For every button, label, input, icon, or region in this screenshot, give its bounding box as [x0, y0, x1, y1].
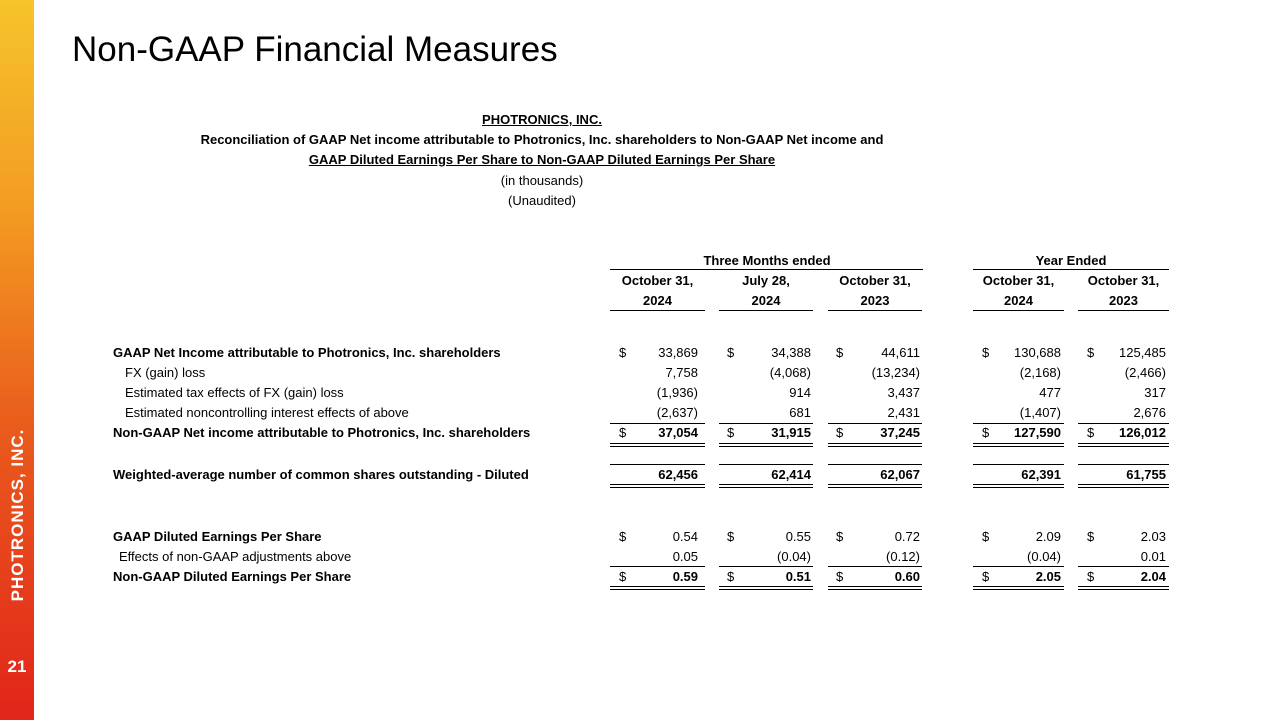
row-label: Non-GAAP Net income attributable to Photronics, Inc. shareholders	[113, 425, 531, 440]
column-header-date: October 31,	[982, 273, 1055, 288]
table-cell: 2.03	[1140, 529, 1166, 544]
currency-symbol: $	[982, 425, 990, 440]
currency-symbol: $	[727, 569, 735, 584]
table-cell: 33,869	[658, 345, 698, 360]
table-cell: 2,676	[1133, 405, 1166, 420]
row-label: Weighted-average number of common shares outstanding - Diluted	[113, 467, 529, 482]
group-header-rule	[610, 269, 923, 270]
table-cell: (1,407)	[1019, 405, 1061, 420]
column-header-rule	[1078, 310, 1169, 311]
column-header-rule	[719, 310, 813, 311]
row-label: GAAP Diluted Earnings Per Share	[113, 529, 322, 544]
table-cell: (0.04)	[1027, 549, 1061, 564]
column-header-year: 2023	[860, 293, 890, 308]
table-cell: 0.60	[894, 569, 920, 584]
report-subtitle-1: Reconciliation of GAAP Net income attributable to Photronics, Inc. shareholders to Non-GAAP Net income and	[200, 132, 884, 147]
subtotal-rule	[1078, 566, 1169, 567]
row-label: FX (gain) loss	[125, 365, 206, 380]
total-double-rule	[973, 443, 1064, 447]
group-header-rule	[973, 269, 1169, 270]
table-cell: 0.55	[785, 529, 811, 544]
table-cell: 681	[789, 405, 811, 420]
report-subtitle-2: GAAP Diluted Earnings Per Share to Non-GAAP Diluted Earnings Per Share	[308, 152, 776, 167]
currency-symbol: $	[836, 569, 844, 584]
row-label: Estimated tax effects of FX (gain) loss	[125, 385, 344, 400]
table-cell: 0.54	[672, 529, 698, 544]
brand-name: PHOTRONICS, INC.	[8, 428, 27, 602]
total-double-rule	[828, 484, 922, 488]
table-cell: 37,245	[880, 425, 920, 440]
table-cell: 34,388	[771, 345, 811, 360]
total-rule	[1078, 464, 1169, 465]
table-cell: 317	[1144, 385, 1166, 400]
total-double-rule	[1078, 484, 1169, 488]
report-units: (in thousands)	[500, 173, 584, 188]
row-label: Non-GAAP Diluted Earnings Per Share	[113, 569, 352, 584]
table-cell: 37,054	[658, 425, 698, 440]
total-double-rule	[610, 586, 705, 590]
currency-symbol: $	[1087, 569, 1095, 584]
table-cell: (13,234)	[871, 365, 920, 380]
currency-symbol: $	[1087, 425, 1095, 440]
subtotal-rule	[610, 423, 705, 424]
table-cell: 3,437	[887, 385, 920, 400]
table-cell: 477	[1039, 385, 1061, 400]
table-cell: 126,012	[1119, 425, 1166, 440]
currency-symbol: $	[727, 529, 735, 544]
table-cell: 62,414	[771, 467, 811, 482]
table-cell: 0.72	[894, 529, 920, 544]
currency-symbol: $	[1087, 345, 1095, 360]
currency-symbol: $	[619, 569, 627, 584]
currency-symbol: $	[982, 345, 990, 360]
table-cell: 0.01	[1140, 549, 1166, 564]
subtotal-rule	[1078, 423, 1169, 424]
total-double-rule	[719, 443, 813, 447]
report-unaudited: (Unaudited)	[508, 193, 576, 208]
currency-symbol: $	[727, 345, 735, 360]
table-cell: 2,431	[887, 405, 920, 420]
total-rule	[610, 464, 705, 465]
column-header-date: October 31,	[839, 273, 911, 288]
brand-sidebar	[0, 0, 34, 720]
table-cell: 2.04	[1140, 569, 1166, 584]
table-cell: (4,068)	[769, 365, 811, 380]
currency-symbol: $	[619, 345, 627, 360]
group-header-year: Year Ended	[1035, 253, 1107, 268]
table-cell: 125,485	[1119, 345, 1166, 360]
table-cell: 0.51	[785, 569, 811, 584]
total-rule	[719, 464, 813, 465]
table-cell: (2,466)	[1124, 365, 1166, 380]
currency-symbol: $	[982, 529, 990, 544]
column-header-year: 2024	[643, 293, 672, 308]
total-double-rule	[828, 443, 922, 447]
table-cell: 127,590	[1014, 425, 1061, 440]
column-header-year: 2023	[1109, 293, 1138, 308]
table-cell: 2.05	[1035, 569, 1061, 584]
total-double-rule	[719, 586, 813, 590]
column-header-year: 2024	[1004, 293, 1033, 308]
table-cell: 0.59	[672, 569, 698, 584]
total-rule	[828, 464, 922, 465]
table-cell: 62,067	[880, 467, 920, 482]
column-header-year: 2024	[751, 293, 781, 308]
total-double-rule	[610, 484, 705, 488]
subtotal-rule	[828, 423, 922, 424]
table-cell: 61,755	[1126, 467, 1166, 482]
currency-symbol: $	[619, 529, 627, 544]
column-header-rule	[610, 310, 705, 311]
report-company: PHOTRONICS, INC.	[482, 112, 602, 127]
currency-symbol: $	[619, 425, 627, 440]
page-number: 21	[7, 657, 27, 676]
slide-title: Non-GAAP Financial Measures	[72, 30, 558, 69]
currency-symbol: $	[727, 425, 735, 440]
column-header-rule	[973, 310, 1064, 311]
table-cell: 2.09	[1035, 529, 1061, 544]
currency-symbol: $	[982, 569, 990, 584]
table-cell: 130,688	[1014, 345, 1061, 360]
total-double-rule	[973, 586, 1064, 590]
currency-symbol: $	[836, 529, 844, 544]
total-double-rule	[719, 484, 813, 488]
currency-symbol: $	[1087, 529, 1095, 544]
column-header-date: October 31,	[1087, 273, 1160, 288]
total-double-rule	[1078, 443, 1169, 447]
table-cell: 914	[789, 385, 811, 400]
subtotal-rule	[610, 566, 705, 567]
table-cell: 44,611	[881, 345, 920, 360]
total-rule	[973, 464, 1064, 465]
table-cell: (0.12)	[886, 549, 920, 564]
total-double-rule	[610, 443, 705, 447]
table-cell: (0.04)	[777, 549, 811, 564]
subtotal-rule	[719, 566, 813, 567]
table-cell: 0.05	[672, 549, 698, 564]
subtotal-rule	[973, 566, 1064, 567]
table-cell: (1,936)	[656, 385, 698, 400]
table-cell: 31,915	[771, 425, 811, 440]
table-cell: 62,391	[1021, 467, 1061, 482]
total-double-rule	[1078, 586, 1169, 590]
column-header-date: July 28,	[742, 273, 790, 288]
table-cell: 7,758	[665, 365, 698, 380]
column-header-date: October 31,	[621, 273, 694, 288]
table-cell: (2,637)	[656, 405, 698, 420]
currency-symbol: $	[836, 425, 844, 440]
row-label: Effects of non-GAAP adjustments above	[119, 549, 352, 564]
table-cell: (2,168)	[1019, 365, 1061, 380]
row-label: Estimated noncontrolling interest effects of above	[125, 405, 409, 420]
subtotal-rule	[973, 423, 1064, 424]
row-label: GAAP Net Income attributable to Photronics, Inc. shareholders	[113, 345, 501, 360]
total-double-rule	[973, 484, 1064, 488]
currency-symbol: $	[836, 345, 844, 360]
subtotal-rule	[828, 566, 922, 567]
subtotal-rule	[719, 423, 813, 424]
column-header-rule	[828, 310, 922, 311]
group-header-three-months: Three Months ended	[703, 253, 831, 268]
total-double-rule	[828, 586, 922, 590]
table-cell: 62,456	[658, 467, 698, 482]
